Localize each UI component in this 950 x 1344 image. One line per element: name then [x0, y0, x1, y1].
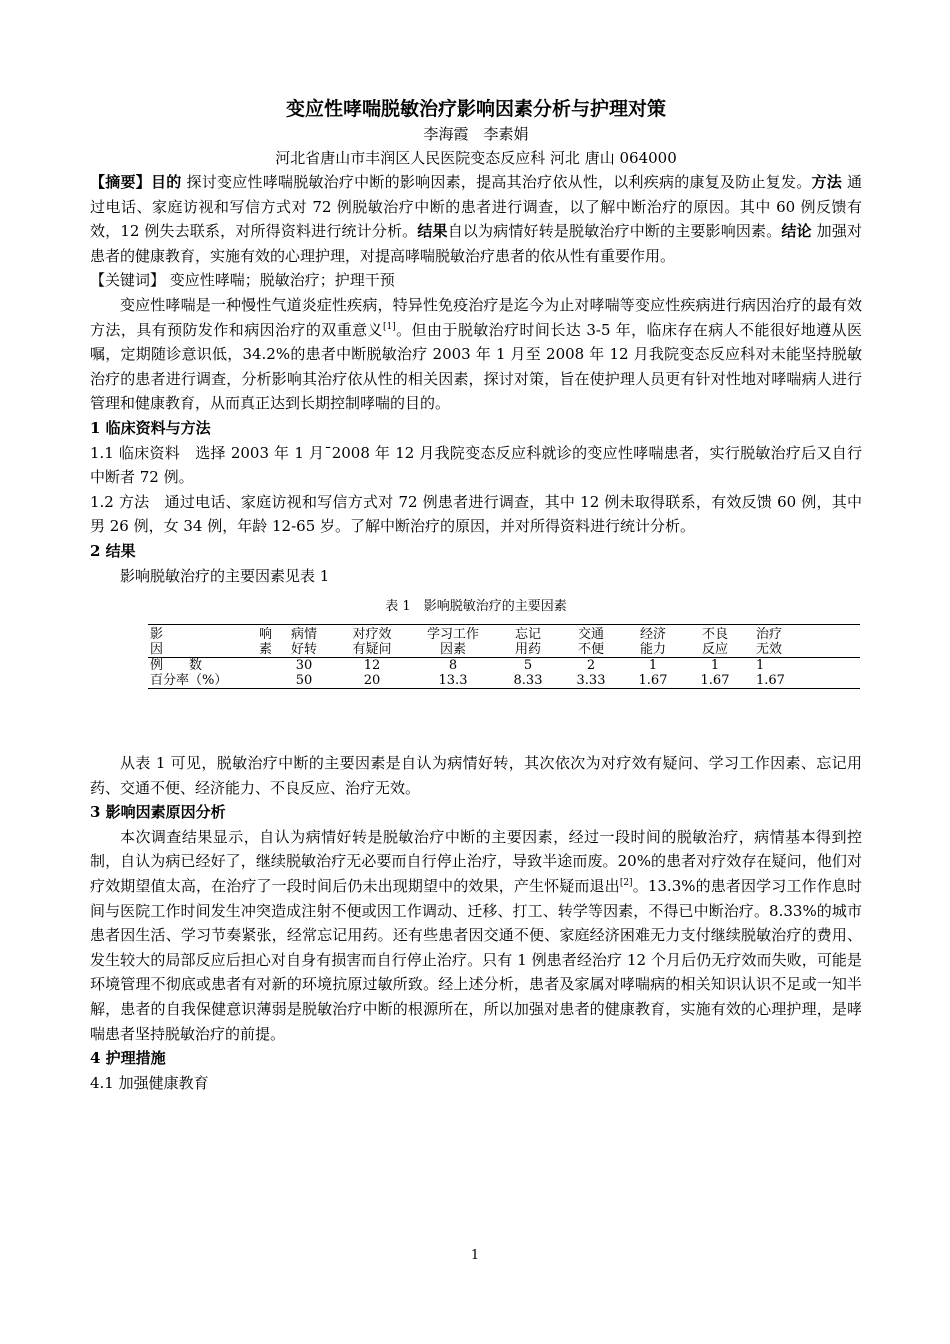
header-cell: 影: [148, 625, 222, 643]
count-cell: 8: [448, 658, 458, 674]
keywords: [90, 268, 862, 293]
count-cell: 1: [648, 658, 658, 674]
header-cell: 因素: [410, 642, 496, 658]
article-title: 变应性哮喘脱敏治疗影响因素分析与护理对策: [285, 98, 666, 120]
section-2-summary: 从表 1 可见，脱敏治疗中断的主要因素是自认为病情好转，其次依次为对疗效有疑问、学习工作因素、忘记用药、交通不便、经济能力、不良反应、治疗无效。: [90, 754, 862, 797]
header-cell: 有疑问: [334, 642, 410, 658]
percent-cell: 3.33: [560, 673, 622, 689]
intro-text: 变应性哮喘是一种慢性气道炎症性疾病，特异性免疫治疗是迄今为止对哮喘等变应性疾病进行病因治疗的最有效方法，具有预防发作和病因治疗的双重意义: [90, 295, 862, 339]
count-cell: 30: [295, 658, 313, 674]
table-spacer: [90, 689, 862, 751]
percent-cell: 8.33: [496, 673, 560, 689]
header-cell: 响: [222, 625, 274, 643]
header-cell: 素: [222, 642, 274, 658]
citation-2[interactable]: [2]: [619, 878, 633, 889]
header-cell: 不便: [560, 642, 622, 658]
header-cell: 无效: [746, 642, 860, 658]
section-2-intro: 影响脱敏治疗的主要因素见表 1: [120, 566, 330, 585]
percent-cell: 50: [274, 673, 334, 689]
header-cell: 对疗效: [334, 625, 410, 643]
factors-table: [148, 624, 860, 689]
keywords-text: 变应性哮喘；脱敏治疗；护理干预: [165, 271, 395, 290]
result-text: 自以为病情好转是脱敏治疗中断的主要影响因素。: [447, 222, 782, 241]
section-4-1-heading: 4.1 加强健康教育: [90, 1073, 209, 1092]
section-4-heading: 4 护理措施: [90, 1049, 166, 1068]
count-cell: 12: [363, 658, 381, 674]
header-cell: 忘记: [496, 625, 560, 643]
table-row-percent: [148, 673, 860, 689]
intro-text-cont: 。但由于脱敏治疗时间长达 3-5 年，临床存在病人不能很好地遵从医嘱，定期随诊意识低，34.2%的患者中断脱敏治疗 2003 年 1 月至 2008 年 12 月我院变态反应科对未能坚持脱敏治疗的患者进行调查，分析影响其治疗依从性的相关因素，探讨对策，旨在使护理人员更有针对性地对哮喘病人进行管理和健康教育，从而真正达到长期控制哮喘的目的。: [90, 320, 862, 413]
page-number: 1: [470, 1248, 480, 1263]
section-1-heading: 1 临床资料与方法: [90, 418, 211, 437]
authors: 李海霞 李素娟: [423, 125, 529, 143]
aim-label: 目的: [150, 173, 182, 191]
section-3-paragraph: [90, 825, 862, 1046]
percent-cell: 1.67: [746, 673, 860, 689]
table-header-row: [148, 625, 860, 643]
table-header-row: [148, 642, 860, 658]
row-label: 例 数: [150, 658, 203, 674]
header-cell: 反应: [684, 642, 746, 658]
conclusion-text: 加强对患者的健康教育，实施有效的心理护理，对提高哮喘脱敏治疗患者的依从性有重要作用。: [90, 222, 862, 265]
count-cell: 1: [710, 658, 720, 674]
section-1-2: 1.2 方法 通过电话、家庭访视和写信方式对 72 例患者进行调查，其中 12 例未取得联系，有效反馈 60 例，其中男 26 例，女 34 例，年龄 12-65 岁。了解中断治疗的原因，并对所得资料进行统计分析。: [90, 492, 862, 536]
header-cell: 用药: [496, 642, 560, 658]
percent-cell: 13.3: [410, 673, 496, 689]
header-cell: 学习工作: [410, 625, 496, 643]
percent-cell: 20: [334, 673, 410, 689]
header-cell: 交通: [560, 625, 622, 643]
section-1-1: 1.1 临床资料 选择 2003 年 1 月¯2008 年 12 月我院变态反应科就诊的变应性哮喘患者，实行脱敏治疗后又自行中断者 72 例。: [90, 443, 862, 487]
row-label: 百分率（%）: [148, 673, 274, 689]
header-cell: 治疗: [746, 625, 860, 643]
table-row-counts: [148, 658, 860, 674]
count-cell: 5: [523, 658, 533, 674]
conclusion-label: 结论: [781, 222, 812, 241]
header-cell: 因: [148, 642, 222, 658]
intro-paragraph: [90, 293, 862, 416]
affiliation: 河北省唐山市丰润区人民医院变态反应科 河北 唐山 064000: [275, 149, 677, 167]
percent-cell: 1.67: [622, 673, 684, 689]
section-2-heading: 2 结果: [90, 541, 136, 560]
method-text: 通过电话、家庭访视和写信方式对 72 例脱敏治疗中断的患者进行调查，以了解中断治疗的原因。其中 60 例反馈有效，12 例失去联系，对所得资料进行统计分析。: [90, 173, 862, 241]
count-cell: 1: [756, 658, 765, 674]
header-cell: 能力: [622, 642, 684, 658]
header-cell: 经济: [622, 625, 684, 643]
aim-text: 探讨变应性哮喘脱敏治疗中断的影响因素，提高其治疗依从性，以利疾病的康复及防止复发。: [181, 173, 812, 191]
abstract: [90, 170, 862, 268]
table-caption: 表 1 影响脱敏治疗的主要因素: [385, 599, 567, 615]
header-cell: 不良: [684, 625, 746, 643]
keywords-label: 【关键词】: [90, 271, 166, 290]
article: [90, 96, 862, 1095]
section-3-text-cont: 。13.3%的患者因学习工作作息时间与医院工作时间发生冲突造成注射不便或因工作调动、迁移、打工、转学等因素，不得已中断治疗。8.33%的城市患者因生活、学习节奏紧张，经常忘记用药。还有些患者因交通不便、家庭经济困难无力支付继续脱敏治疗的费用、发生较大的局部反应后担心对自身有损害而自行停止治疗。只有 1 例患者经治疗 12 个月后仍无疗效而失败，可能是环境管理不彻底或患者有对新的环境抗原过敏所致。经上述分析，患者及家属对哮喘病的相关知识认识不足或一知半解，患者的自我保健意识薄弱是脱敏治疗中断的根源所在，所以加强对患者的健康教育，实施有效的心理护理，是哮喘患者坚持脱敏治疗的前提。: [90, 877, 862, 1043]
count-cell: 2: [586, 658, 596, 674]
header-cell: 好转: [274, 642, 334, 658]
header-cell: 病情: [274, 625, 334, 643]
citation-1[interactable]: [1]: [382, 321, 396, 332]
percent-cell: 1.67: [684, 673, 746, 689]
abstract-label: 【摘要】: [90, 173, 151, 191]
result-label: 结果: [417, 222, 448, 241]
method-label: 方法: [811, 173, 842, 191]
section-3-text: 本次调查结果显示，自认为病情好转是脱敏治疗中断的主要因素，经过一段时间的脱敏治疗，病情基本得到控制，自认为病已经好了，继续脱敏治疗无必要而自行停止治疗，导致半途而废。20%的患者对疗效存在疑问，他们对疗效期望值太高，在治疗了一段时间后仍未出现期望中的效果，产生怀疑而退出: [90, 827, 862, 896]
section-3-heading: 3 影响因素原因分析: [90, 803, 226, 822]
